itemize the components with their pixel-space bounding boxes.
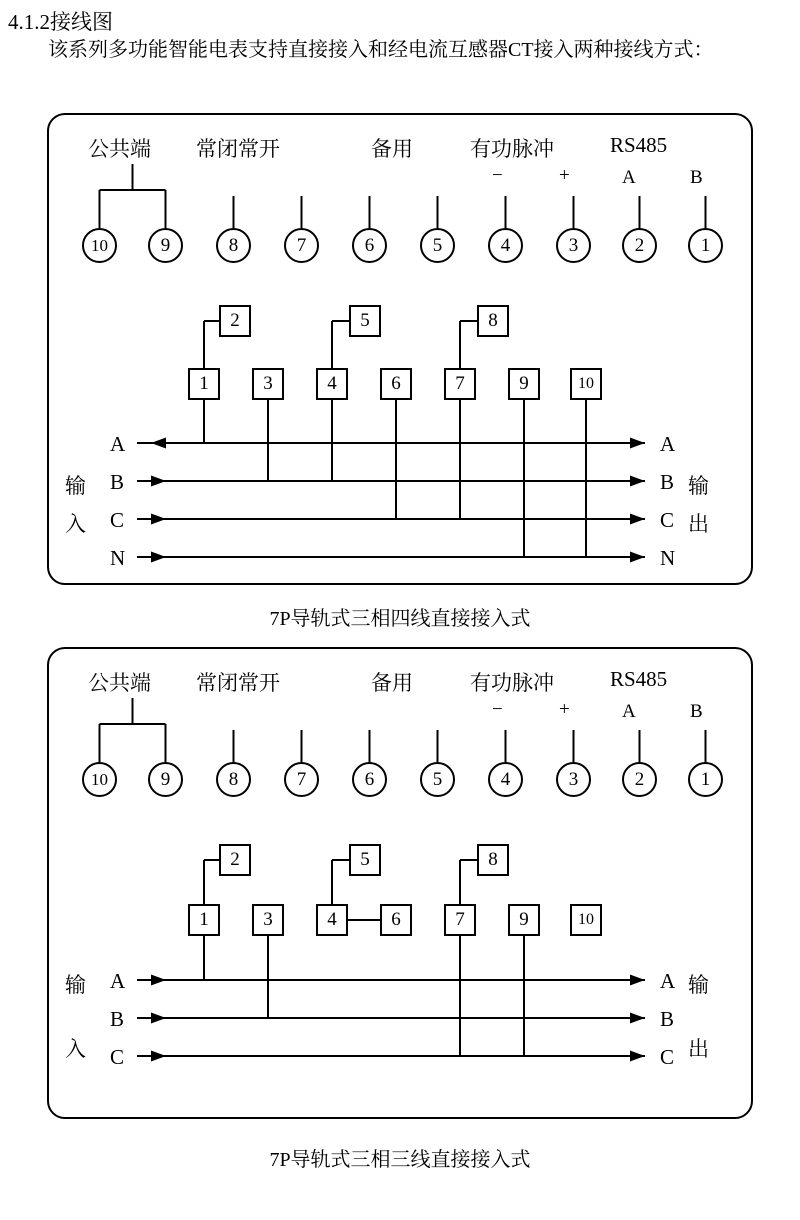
diagram-2-left-phase-a: A	[110, 969, 126, 993]
diagram-2-header-rs485: RS485	[610, 667, 668, 691]
diagram-2-right-phase-c: C	[660, 1045, 675, 1069]
diagram-1-left-phase-b: B	[110, 470, 125, 494]
diagram-1-left-phase-c: C	[110, 508, 125, 532]
diagram-2-terminal-4[interactable]: 4	[488, 762, 523, 797]
diagram-1-left-phase-a: A	[110, 432, 126, 456]
diagram-2-terminal-5[interactable]: 5	[420, 762, 455, 797]
diagram-2-left-phase-c: C	[110, 1045, 125, 1069]
diagram-2-terminal-6[interactable]: 6	[352, 762, 387, 797]
diagram-1-sub-minus: −	[492, 165, 503, 186]
diagram-2-box-5[interactable]: 5	[349, 844, 381, 876]
diagram-1-input-label-line2: 入	[65, 512, 86, 536]
diagram-1-header-pulse: 有功脉冲	[470, 137, 554, 161]
diagram-1-sub-b: B	[690, 167, 703, 188]
diagram-1-box-1[interactable]: 1	[188, 368, 220, 400]
diagram-2-right-phase-a: A	[660, 969, 676, 993]
diagram-1-output-label-line1: 输	[688, 474, 709, 498]
diagram-1-caption: 7P导轨式三相四线直接接入式	[269, 608, 531, 630]
diagram-2-box-9[interactable]: 9	[508, 904, 540, 936]
diagram-1-terminal-2[interactable]: 2	[622, 228, 657, 263]
diagram-1-box-6[interactable]: 6	[380, 368, 412, 400]
diagram-1-right-phase-n: N	[660, 546, 676, 570]
diagram-1-left-phase-n: N	[110, 546, 126, 570]
diagram-1-header-rs485: RS485	[610, 133, 668, 157]
diagram-2-output-label-line2: 出	[688, 1037, 709, 1061]
diagram-2-sub-a: A	[622, 701, 636, 722]
intro-paragraph-text: 该系列多功能智能电表支持直接接入和经电流互感器CT接入两种接线方式：	[48, 39, 714, 61]
diagram-1-box-7[interactable]: 7	[444, 368, 476, 400]
diagram-1-sub-plus: +	[559, 165, 570, 186]
diagram-2-box-6[interactable]: 6	[380, 904, 412, 936]
diagram-1-terminal-6[interactable]: 6	[352, 228, 387, 263]
diagram-2-header-spare: 备用	[371, 671, 413, 695]
diagram-1-box-8[interactable]: 8	[477, 305, 509, 337]
diagram-2-box-10[interactable]: 10	[570, 904, 602, 936]
diagram-2-sub-b: B	[690, 701, 703, 722]
diagram-2-terminal-2[interactable]: 2	[622, 762, 657, 797]
diagram-2-input-label-line2: 入	[65, 1037, 86, 1061]
diagram-1-right-phase-b: B	[660, 470, 675, 494]
diagram-2-box-1[interactable]: 1	[188, 904, 220, 936]
diagram-1-box-9[interactable]: 9	[508, 368, 540, 400]
diagram-1-terminal-7[interactable]: 7	[284, 228, 319, 263]
diagram-2-header-pulse: 有功脉冲	[470, 671, 554, 695]
diagram-1-terminal-10[interactable]: 10	[82, 228, 117, 263]
diagram-1-terminal-8[interactable]: 8	[216, 228, 251, 263]
diagram-2-terminal-9[interactable]: 9	[148, 762, 183, 797]
diagram-1-box-4[interactable]: 4	[316, 368, 348, 400]
diagram-1-right-phase-a: A	[660, 432, 676, 456]
diagram-2-terminal-8[interactable]: 8	[216, 762, 251, 797]
diagram-2-right-phase-b: B	[660, 1007, 675, 1031]
diagram-2-output-label-line1: 输	[688, 973, 709, 997]
diagram-1-terminal-1[interactable]: 1	[688, 228, 723, 263]
diagram-1-terminal-5[interactable]: 5	[420, 228, 455, 263]
diagram-1-box-3[interactable]: 3	[252, 368, 284, 400]
diagram-1-header-spare: 备用	[371, 137, 413, 161]
diagram-1-terminal-9[interactable]: 9	[148, 228, 183, 263]
diagram-1-right-phase-c: C	[660, 508, 675, 532]
diagram-1-header-common: 公共端	[88, 137, 151, 161]
diagram-2-left-phase-b: B	[110, 1007, 125, 1031]
diagram-1-output-label-line2: 出	[688, 512, 709, 536]
diagram-2-sub-minus: −	[492, 699, 503, 720]
page-heading: 4.1.2接线图	[8, 10, 113, 34]
diagram-2-box-8[interactable]: 8	[477, 844, 509, 876]
diagram-1-input-label-line1: 输	[65, 474, 86, 498]
diagram-1-box-5[interactable]: 5	[349, 305, 381, 337]
diagram-1-box-10[interactable]: 10	[570, 368, 602, 400]
diagram-1-box-2[interactable]: 2	[219, 305, 251, 337]
diagram-2-terminal-7[interactable]: 7	[284, 762, 319, 797]
diagram-2-input-label-line1: 输	[65, 973, 86, 997]
diagram-2-terminal-1[interactable]: 1	[688, 762, 723, 797]
diagram-2-box-2[interactable]: 2	[219, 844, 251, 876]
diagram-2-sub-plus: +	[559, 699, 570, 720]
diagram-2-header-nc-no: 常闭常开	[196, 671, 280, 695]
diagram-1-sub-a: A	[622, 167, 636, 188]
diagram-1-terminal-4[interactable]: 4	[488, 228, 523, 263]
diagram-2-terminal-10[interactable]: 10	[82, 762, 117, 797]
diagram-1-header-nc-no: 常闭常开	[196, 137, 280, 161]
diagram-2-caption: 7P导轨式三相三线直接接入式	[269, 1149, 531, 1171]
diagram-2-header-common: 公共端	[88, 671, 151, 695]
diagram-2-box-4[interactable]: 4	[316, 904, 348, 936]
diagram-2-box-7[interactable]: 7	[444, 904, 476, 936]
diagram-2-box-3[interactable]: 3	[252, 904, 284, 936]
diagram-2-terminal-3[interactable]: 3	[556, 762, 591, 797]
diagram-1-terminal-3[interactable]: 3	[556, 228, 591, 263]
